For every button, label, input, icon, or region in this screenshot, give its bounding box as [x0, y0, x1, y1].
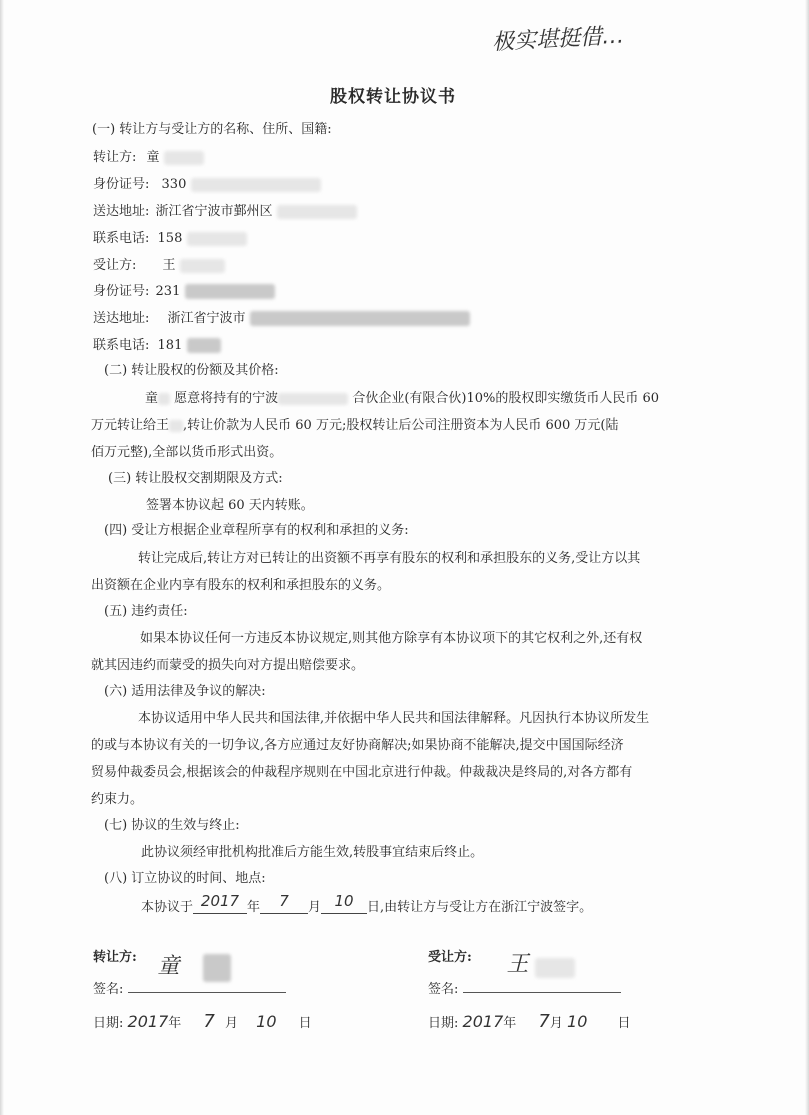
- phone2-label: 联系电话:: [93, 338, 150, 353]
- transferor-row: [93, 149, 204, 167]
- section2-line2: [91, 417, 618, 435]
- section6-body3: 贸易仲裁委员会,根据该会的仲裁程序规则在中国北京进行仲裁。仲裁裁决是终局的,对各方都有: [91, 765, 633, 780]
- phone1-row: [93, 230, 247, 248]
- section8-heading: (八) 订立协议的时间、地点:: [104, 871, 266, 886]
- section4-body1: 转让完成后,转让方对已转让的出资额不再享有股东的权利和承担股东的义务,受让方以其: [138, 551, 641, 566]
- left-day: 10: [256, 1012, 277, 1031]
- id2-value: 231: [155, 284, 181, 299]
- month-blank: [260, 892, 308, 914]
- redaction: [187, 232, 247, 246]
- right-day: 10: [567, 1012, 588, 1031]
- year-handwritten: 2017: [200, 892, 240, 910]
- right-month: 7: [538, 1011, 550, 1032]
- redaction: [187, 338, 221, 353]
- transferee-value: 王: [162, 258, 176, 273]
- right-year: 2017: [462, 1012, 504, 1031]
- section5-heading: (五) 违约责任:: [104, 604, 188, 619]
- addr2-value: 浙江省宁波市: [167, 311, 246, 326]
- right-party-label: 受让方:: [428, 950, 472, 965]
- transferor-value: 童: [146, 150, 160, 165]
- section2-line2a: 万元转让给王: [91, 418, 170, 433]
- year-unit: 年: [247, 900, 261, 915]
- section3-heading: (三) 转让股权交割期限及方式:: [108, 471, 283, 486]
- redaction: [169, 420, 183, 432]
- id2-row: [93, 283, 275, 301]
- right-date-label: 日期:: [428, 1016, 459, 1031]
- section2-line1a: 童: [145, 391, 159, 406]
- redaction: [535, 958, 575, 978]
- section3-body: 签署本协议起 60 天内转账。: [146, 498, 314, 513]
- redaction: [158, 393, 170, 405]
- transferee-row: [93, 257, 225, 275]
- day-blank: [321, 892, 367, 914]
- redaction: [278, 393, 348, 405]
- right-month-unit: 月: [549, 1016, 563, 1031]
- year-blank: [193, 892, 247, 914]
- transferee-label: 受让方:: [93, 258, 137, 273]
- phone1-value: 158: [157, 231, 183, 246]
- right-date-row: [428, 1013, 631, 1033]
- section6-heading: (六) 适用法律及争议的解决:: [104, 684, 266, 699]
- section5-body2: 就其因违约而蒙受的损失向对方提出赔偿要求。: [91, 658, 365, 673]
- section1-heading: (一) 转让方与受让方的名称、住所、国籍:: [92, 122, 332, 137]
- phone2-value: 181: [157, 338, 183, 353]
- right-day-unit: 日: [617, 1016, 631, 1031]
- day-handwritten: 10: [334, 892, 354, 910]
- left-party-label: 转让方:: [93, 950, 137, 965]
- id1-row: [93, 176, 321, 194]
- section2-line1c: 合伙企业(有限合伙)10%的股权即实缴货币人民币 60: [352, 391, 660, 406]
- redaction: [180, 259, 225, 273]
- phone1-label: 联系电话:: [93, 231, 150, 246]
- section6-body4: 约束力。: [91, 792, 144, 807]
- section2-line3: 佰万元整),全部以货币形式出资。: [91, 445, 283, 460]
- phone2-row: [93, 337, 221, 355]
- section7-body: 此协议须经审批机构批准后方能生效,转股事宜结束后终止。: [141, 845, 484, 860]
- section2-line1b: 愿意将持有的宁波: [174, 391, 279, 406]
- redaction: [164, 151, 204, 165]
- left-month: 7: [203, 1011, 215, 1032]
- month-unit: 月: [308, 900, 322, 915]
- section8-suffix: 日,由转让方与受让方在浙江宁波签字。: [367, 900, 593, 915]
- scan-edge-right: [805, 0, 809, 1115]
- right-signature: 王: [506, 952, 529, 977]
- section6-body1: 本协议适用中华人民共和国法律,并依据中华人民共和国法律解释。凡因执行本协议所发生: [138, 711, 650, 726]
- redaction: [250, 311, 470, 326]
- left-date-row: [93, 1013, 312, 1033]
- left-year: 2017: [127, 1012, 169, 1031]
- addr2-label: 送达地址:: [93, 311, 150, 326]
- redaction: [203, 954, 231, 982]
- id2-label: 身份证号:: [93, 284, 150, 299]
- id1-label: 身份证号:: [93, 177, 150, 192]
- redaction: [191, 178, 321, 192]
- addr2-row: [93, 310, 470, 328]
- left-month-unit: 月: [225, 1016, 239, 1031]
- section8-body: [141, 892, 593, 917]
- addr1-label: 送达地址:: [93, 204, 150, 219]
- left-signature: 童: [157, 954, 180, 979]
- transferor-label: 转让方:: [93, 150, 137, 165]
- section2-line2b: ,转让价款为人民币 60 万元;股权转让后公司注册资本为人民币 600 万元(陆: [183, 418, 619, 433]
- right-year-unit: 年: [503, 1016, 517, 1031]
- section4-body2: 出资额在企业内享有股东的权利和承担股东的义务。: [91, 578, 391, 593]
- left-year-unit: 年: [168, 1016, 182, 1031]
- document-title: 股权转让协议书: [330, 87, 456, 107]
- id1-value: 330: [161, 177, 187, 192]
- scan-edge-left: [0, 0, 4, 1115]
- addr1-row: [93, 203, 357, 221]
- section6-body2: 的或与本协议有关的一切争议,各方应通过友好协商解决;如果协商不能解决,提交中国国际经济: [91, 738, 624, 753]
- left-date-label: 日期:: [93, 1016, 124, 1031]
- left-day-unit: 日: [298, 1016, 312, 1031]
- right-sign-label: 签名:: [428, 982, 459, 997]
- left-sign-line: [128, 954, 286, 993]
- section4-heading: (四) 受让方根据企业章程所享有的权利和承担的义务:: [104, 523, 409, 538]
- section2-heading: (二) 转让股权的份额及其价格:: [104, 363, 279, 378]
- section7-heading: (七) 协议的生效与终止:: [104, 818, 240, 833]
- right-sign-line: [463, 952, 621, 993]
- handwritten-note: 极实堪挺借…: [491, 23, 625, 56]
- left-sign-label: 签名:: [93, 982, 124, 997]
- addr1-value: 浙江省宁波市鄞州区: [155, 204, 273, 219]
- month-handwritten: 7: [279, 892, 289, 910]
- section8-prefix: 本协议于: [141, 900, 194, 915]
- redaction: [277, 205, 357, 219]
- redaction: [185, 284, 275, 299]
- section2-line1: [145, 390, 659, 408]
- section5-body1: 如果本协议任何一方违反本协议规定,则其他方除享有本协议项下的其它权利之外,还有权: [140, 631, 643, 646]
